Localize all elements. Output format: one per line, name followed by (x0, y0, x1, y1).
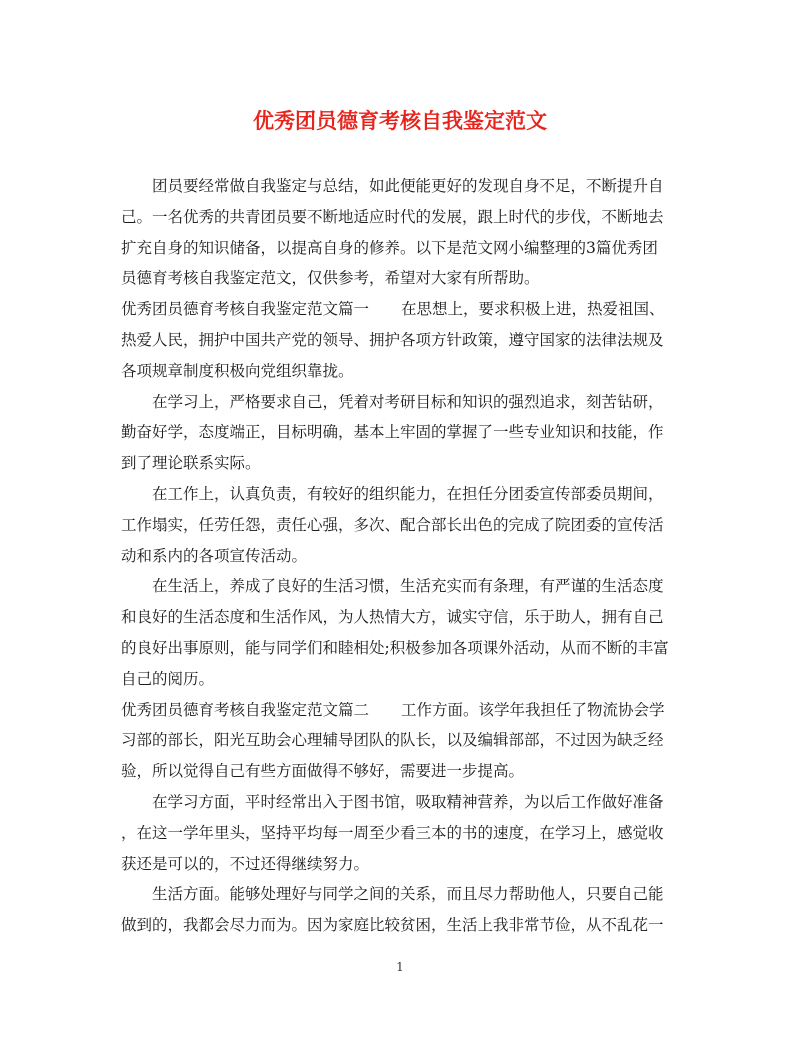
text-line: 己。一名优秀的共青团员要不断地适应时代的发展，跟上时代的步伐，不断地去 (121, 207, 664, 226)
page-number: 1 (396, 960, 404, 974)
text-line: 勤奋好学，态度端正，目标明确，基本上牢固的掌握了一些专业知识和技能，作 (121, 423, 664, 442)
text-line: 做到的，我都会尽力而为。因为家庭比较贫困，生活上我非常节俭，从不乱花一 (121, 916, 664, 935)
section-one-line (121, 294, 681, 325)
text-line: 工作方面。该学年我担任了物流协会学 (401, 700, 665, 719)
text-line: 验，所以觉得自己有些方面做得不够好，需要进一步提高。 (121, 762, 525, 781)
text-line: 工作塌实，任劳任怨，责任心强，多次、配合部长出色的完成了院团委的宣传活 (121, 515, 664, 534)
text-line: 自己的阅历。 (121, 669, 215, 688)
text-line: 在学习上，严格要求自己，凭着对考研目标和知识的强烈追求，刻苦钻研， (152, 392, 664, 411)
text-line: 团员要经常做自我鉴定与总结，如此便能更好的发现自身不足，不断提升自 (152, 177, 664, 195)
text-line: ，在这一学年里头，坚持平均每一周至少看三本的书的速度，在学习上，感觉收 (121, 823, 664, 842)
text-line: 在思想上，要求积极上进，热爱祖国、 (401, 300, 665, 319)
text-line: 生活方面。能够处理好与同学之间的关系，而且尽力帮助他人，只要自己能 (152, 885, 664, 904)
section-one-heading: 优秀团员德育考核自我鉴定范文篇一 (121, 300, 370, 319)
text-line: 动和系内的各项宣传活动。 (121, 546, 308, 565)
text-line: 在学习方面，平时经常出入于图书馆，吸取精神营养，为以后工作做好准备 (152, 792, 664, 811)
text-line: 习部的部长，阳光互助会心理辅导团队的队长，以及编辑部部，不过因为缺乏经 (121, 731, 664, 750)
text-line: 扩充自身的知识储备，以提高自身的修养。以下是范文网小编整理的3篇优秀团 (121, 238, 658, 257)
text-line: 的良好出事原则，能与同学们和睦相处;积极参加各项课外活动，从而不断的丰富 (121, 638, 669, 657)
text-line: 员德育考核自我鉴定范文，仅供参考，希望对大家有所帮助。 (121, 269, 540, 288)
section-two-heading: 优秀团员德育考核自我鉴定范文篇二 (121, 700, 370, 719)
text-line: 在工作上，认真负责，有较好的组织能力，在担任分团委宣传部委员期间， (152, 484, 664, 503)
text-line: 和良好的生活态度和生活作风，为人热情大方，诚实守信，乐于助人，拥有自己 (121, 608, 664, 627)
document-body (121, 171, 681, 941)
text-line: 获还是可以的，不过还得继续努力。 (121, 854, 370, 873)
section-two-line (121, 695, 681, 726)
text-line: 在生活上，养成了良好的生活习惯，生活充实而有条理，有严谨的生活态度 (152, 577, 664, 596)
text-line: 各项规章制度积极向党组织靠拢。 (121, 361, 354, 380)
text-line: 到了理论联系实际。 (121, 454, 261, 473)
text-line: 热爱人民，拥护中国共产党的领导、拥护各项方针政策，遵守国家的法律法规及 (121, 330, 664, 349)
document-title: 优秀团员德育考核自我鉴定范文 (253, 108, 547, 133)
